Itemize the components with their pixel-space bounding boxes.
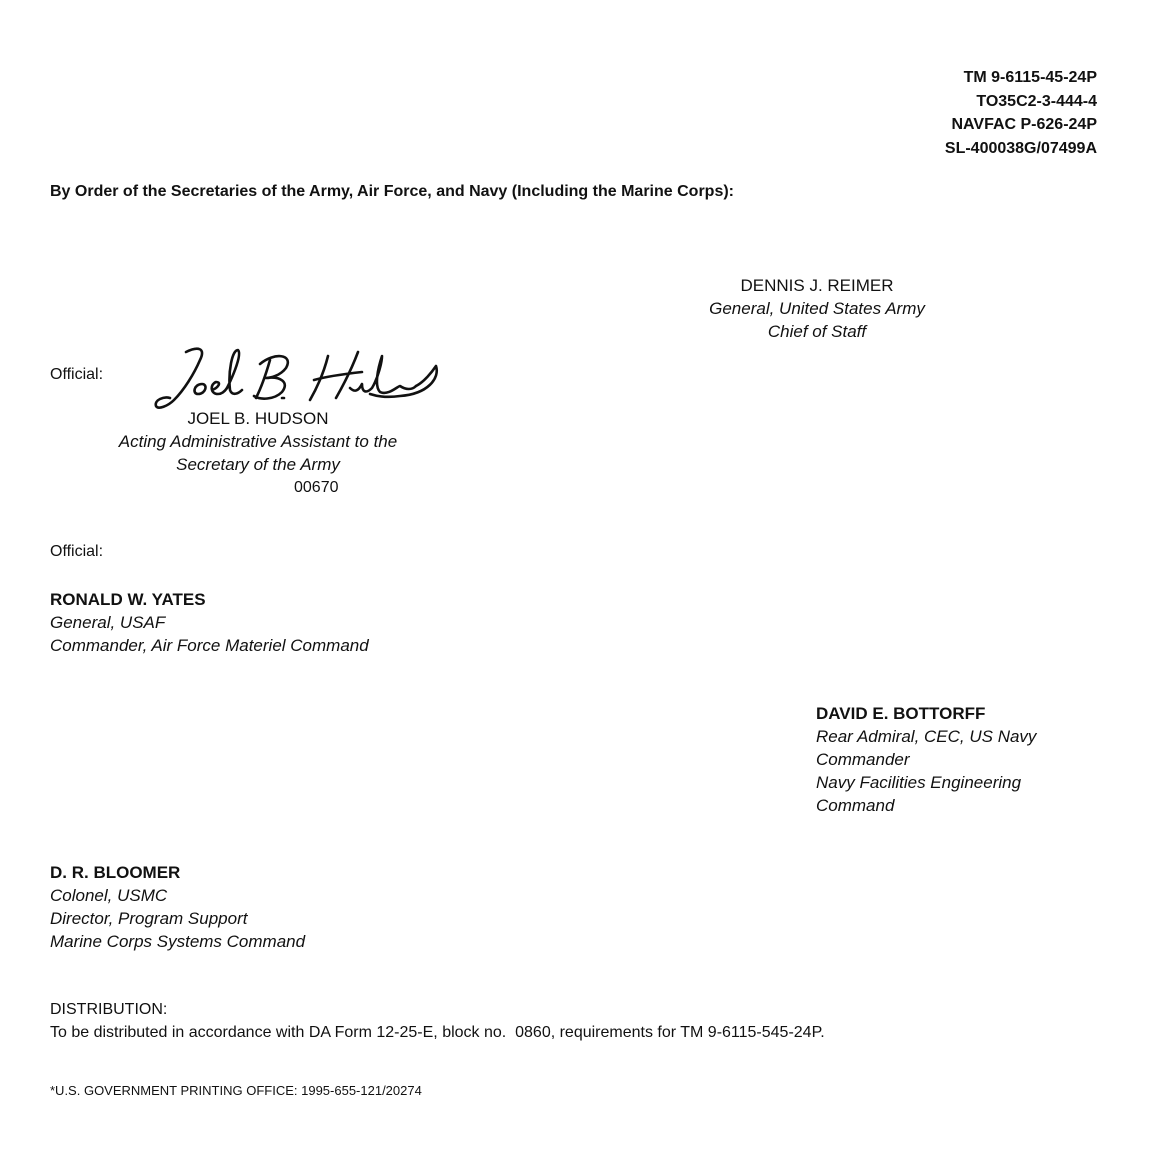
marine-official-name: D. R. BLOOMER <box>50 863 181 882</box>
distribution-text: To be distributed in accordance with DA Form 12-25-E, block no. 0860, requirements for TM 9-6115-545-24P. <box>50 1024 825 1041</box>
army-official-block <box>78 407 438 499</box>
army-official-name: JOEL B. HUDSON <box>187 409 329 428</box>
official-label-air-force: Official: <box>50 543 104 560</box>
navy-official-title-line-4: Command <box>816 796 895 815</box>
publication-number-to: TO35C2-3-444-4 <box>976 92 1097 110</box>
navy-official-title-line-1: Rear Admiral, CEC, US Navy <box>816 727 1037 746</box>
publication-numbers <box>945 66 1097 160</box>
chief-of-staff-block <box>667 274 967 343</box>
order-statement: By Order of the Secretaries of the Army, Air Force, and Navy (Including the Marine Corps): <box>50 183 734 200</box>
chief-of-staff-title: General, United States Army <box>709 299 925 318</box>
publication-number-navfac: NAVFAC P-626-24P <box>951 116 1097 133</box>
navy-official-name: DAVID E. BOTTORFF <box>816 704 986 723</box>
marine-official-title-line-3: Marine Corps Systems Command <box>50 932 306 951</box>
marine-official-title-line-1: Colonel, USMC <box>50 886 168 905</box>
publication-number-sl: SL-400038G/07499A <box>944 139 1097 157</box>
chief-of-staff-position: Chief of Staff <box>767 322 867 341</box>
distribution-heading: DISTRIBUTION: <box>50 1001 168 1018</box>
army-official-title-line-2: Secretary of the Army <box>176 455 340 474</box>
navy-official-title-line-2: Commander <box>816 750 910 769</box>
navy-official-block <box>816 702 1036 817</box>
official-label-army: Official: <box>50 366 104 383</box>
distribution-block <box>50 998 825 1044</box>
marine-official-block <box>50 861 305 953</box>
air-force-official-title-line-2: Commander, Air Force Materiel Command <box>50 636 369 655</box>
army-official-code: 00670 <box>294 479 339 496</box>
signature-joel-b-hudson <box>150 338 445 418</box>
gpo-notice: *U.S. GOVERNMENT PRINTING OFFICE: 1995-655-121/20274 <box>50 1083 422 1098</box>
navy-official-title-line-3: Navy Facilities Engineering <box>816 773 1022 792</box>
air-force-official-name: RONALD W. YATES <box>50 590 206 609</box>
air-force-official-title-line-1: General, USAF <box>50 613 166 632</box>
publication-number-tm: TM 9-6115-45-24P <box>963 69 1097 86</box>
marine-official-title-line-2: Director, Program Support <box>50 909 248 928</box>
air-force-official-block <box>50 588 369 657</box>
chief-of-staff-name: DENNIS J. REIMER <box>740 276 894 295</box>
army-official-title-line-1: Acting Administrative Assistant to the <box>118 432 398 451</box>
